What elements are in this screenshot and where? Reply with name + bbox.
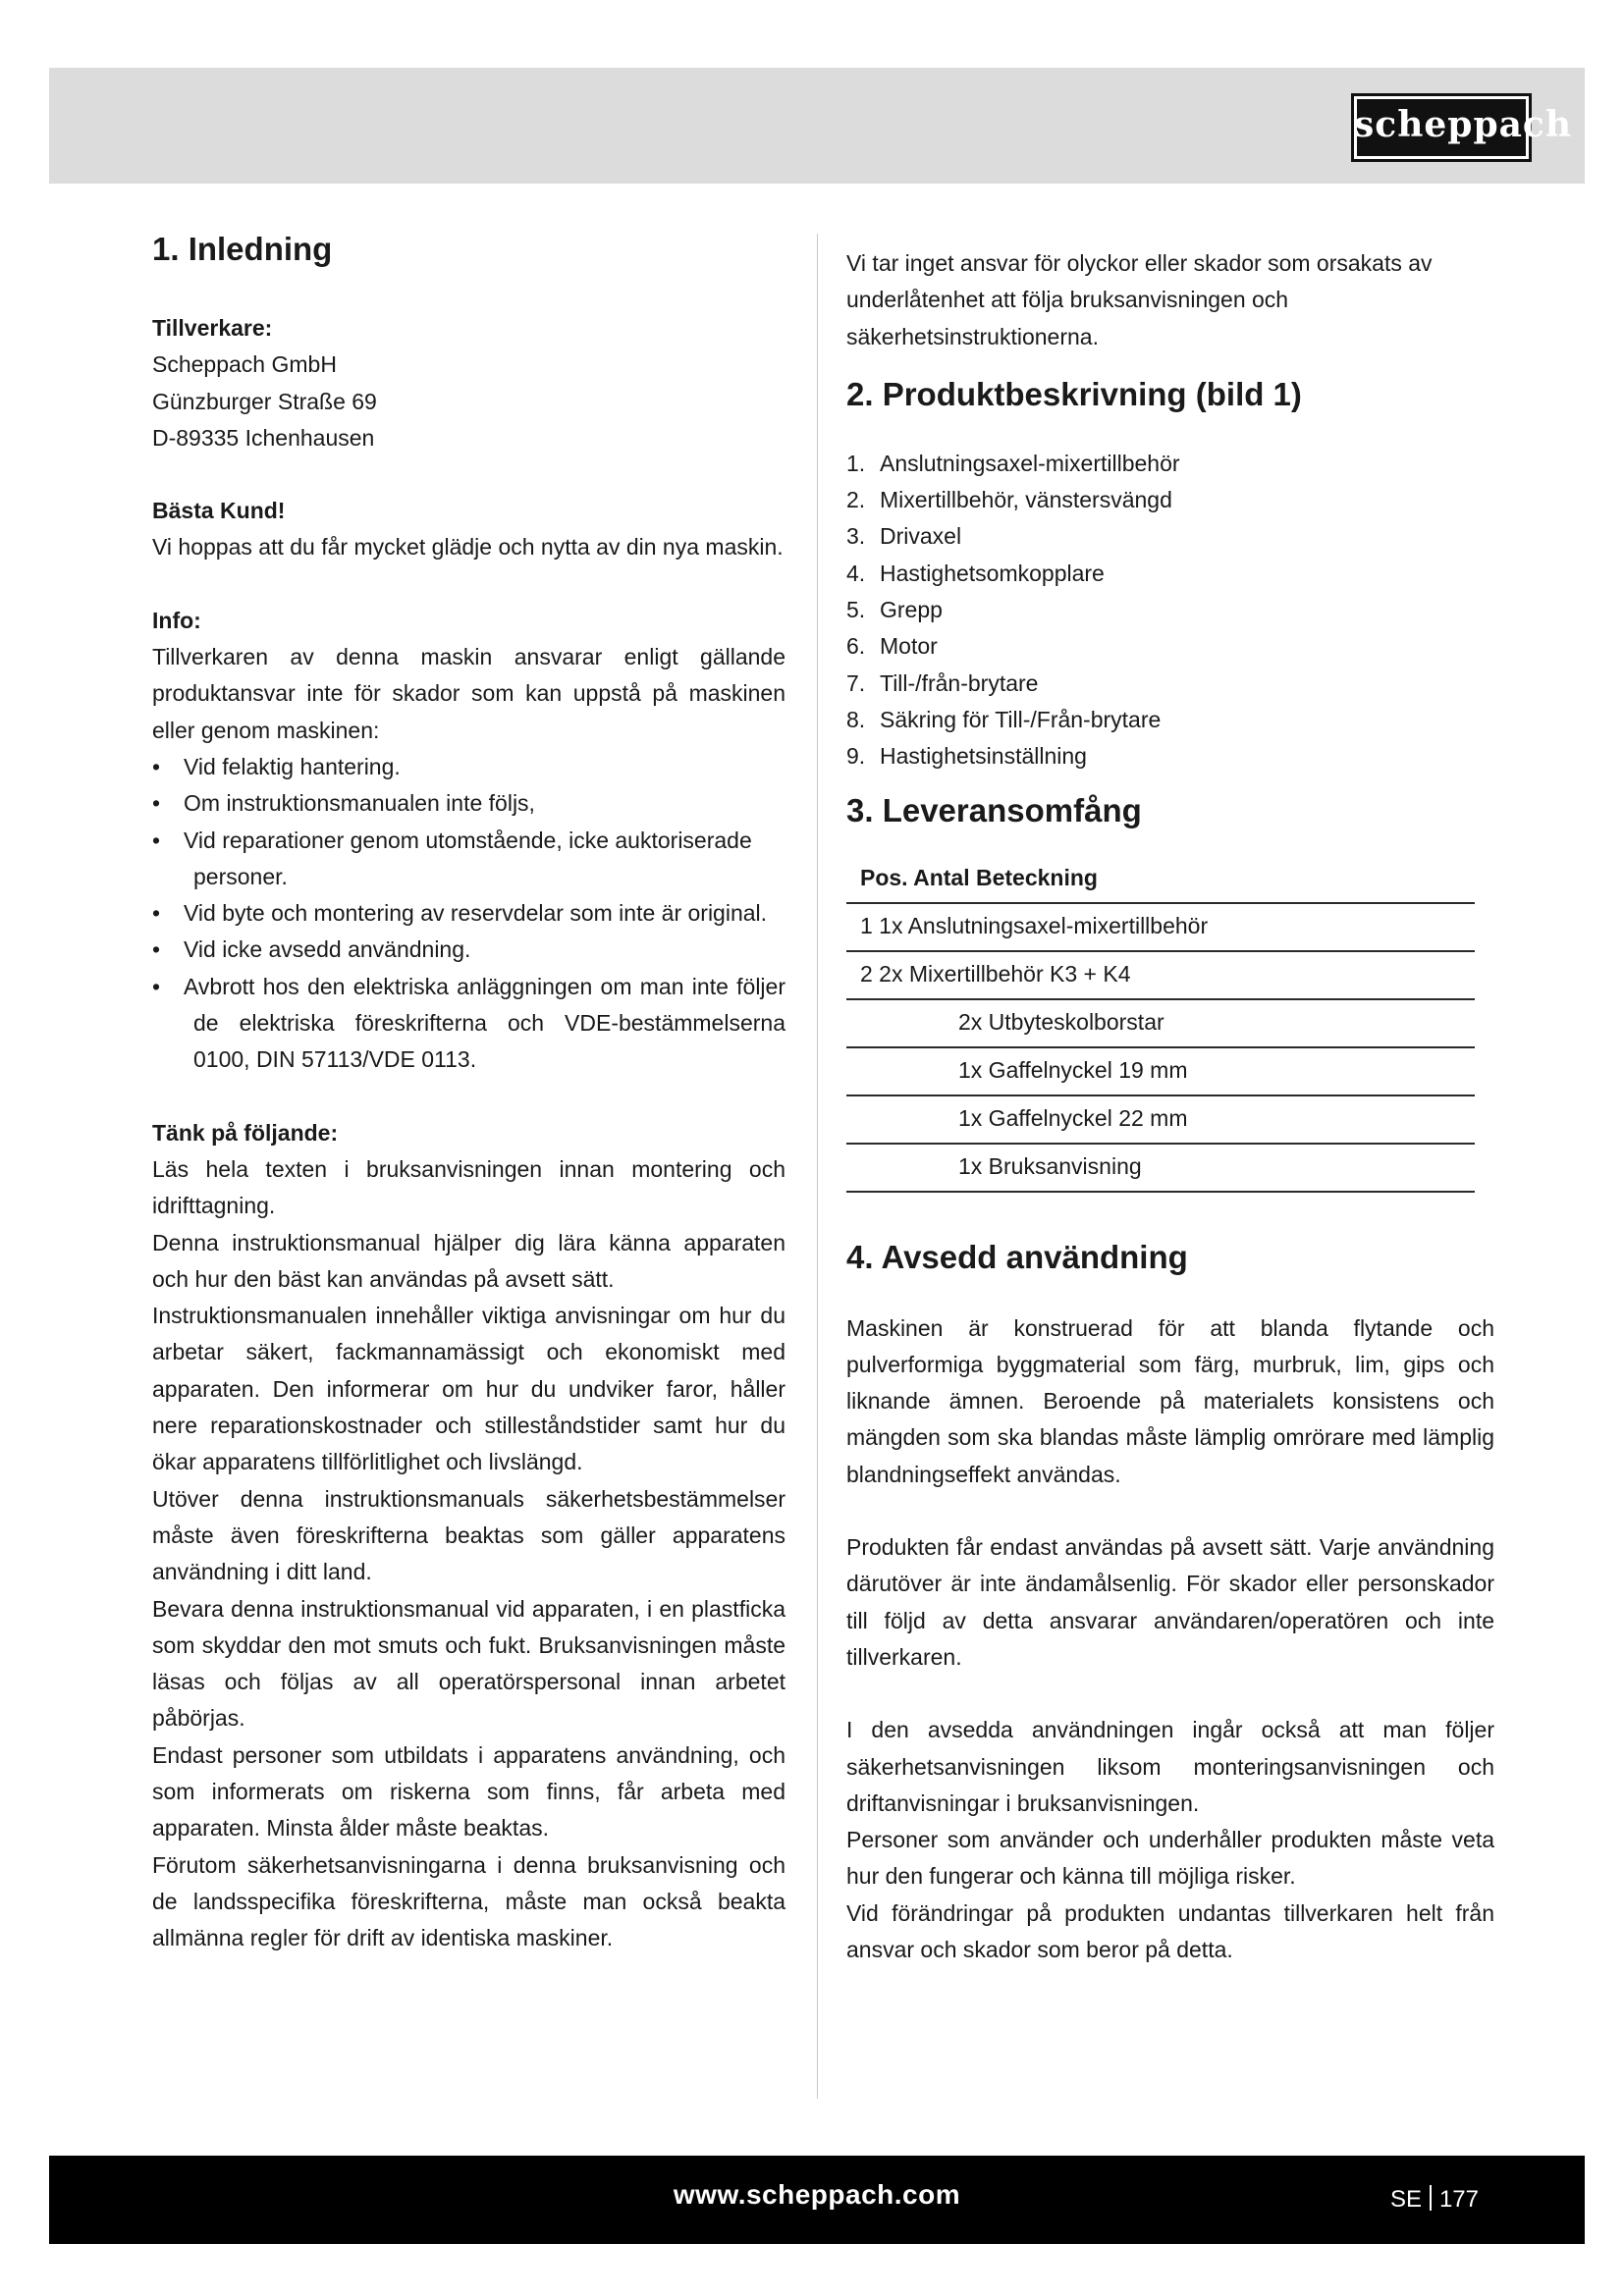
page-separator [1430,2185,1432,2211]
info-label: Info: [152,607,201,633]
dear-customer-label: Bästa Kund! [152,498,286,524]
consider-paragraph: Instruktionsmanualen innehåller viktiga anvisningar om hur du arbetar säkert, fackmannamässigt och ekonomiskt med apparaten. Den informerar om hur du undviker faror, håller nere reparationskostnader och stilleståndstider samt hur du ökar apparatens tillförlitlighet och livslängd. [152,1303,785,1475]
table-row: 1x Gaffelnyckel 19 mm [846,1047,1475,1095]
consider-label: Tänk på följande: [152,1119,339,1146]
table-row: 1x Bruksanvisning [846,1144,1475,1192]
disclaimer-text: Vi tar inget ansvar för olyckor eller skador som orsakats av underlåtenhet att följa bruksanvisningen och säkerhetsinstruktionerna. [846,250,1433,349]
list-item: 2. Mixertillbehör, vänstersvängd [846,487,1172,513]
language-code: SE [1389,2186,1422,2213]
footer-band [49,2156,1585,2244]
dear-customer-text: Vi hoppas att du får mycket glädje och nytta av din nya maskin. [152,534,784,561]
list-item: • Vid reparationer genom utomstående, icke auktoriserade personer. [152,827,752,889]
table-row: 2x Utbyteskolborstar [846,999,1475,1047]
list-item: 3. Drivaxel [846,523,962,550]
list-item: 7. Till-/från-brytare [846,669,1039,696]
list-item: 4. Hastighetsomkopplare [846,560,1105,586]
list-item: • Avbrott hos den elektriska anläggningen om man inte följer de elektriska föreskrifterna och VDE-bestämmelserna 0100, DIN 57113/VDE 0113. [152,973,785,1073]
intended-use-paragraph: I den avsedda användningen ingår också att man följer säkerhetsanvisningen liksom monteringsanvisningen och driftanvisningar i bruksanvisningen. [846,1717,1494,1816]
section-4-title: 4. Avsedd användning [846,1238,1188,1275]
list-item: • Vid byte och montering av reservdelar som inte är original. [152,900,768,927]
page-number-value: 177 [1438,2186,1479,2213]
column-divider [817,234,818,2099]
table-row: 1 1x Anslutningsaxel-mixertillbehör [846,903,1475,951]
list-item: 8. Säkring för Till-/Från-brytare [846,706,1162,732]
liability-list [152,749,785,1079]
consider-paragraph: Denna instruktionsmanual hjälper dig lära känna apparaten och hur den bäst kan användas på avsett sätt. [152,1229,785,1292]
consider-paragraph: Bevara denna instruktionsmanual vid apparaten, i en plastficka som skyddar den mot smuts och fukt. Bruksanvisningen måste läsas och följas av all operatörspersonal innan arbetet påbörjas. [152,1595,785,1732]
consider-paragraph: Förutom säkerhetsanvisningarna i denna bruksanvisning och de landsspecifika föreskrifterna, måste man också beakta allmänna regler för drift av identiska maskiner. [152,1851,785,1951]
intended-use-paragraph: Produkten får endast användas på avsett sätt. Varje användning därutöver är inte ändamålsenlig. För skador eller personskador till följd av detta ansvarar användaren/operatören och inte tillverkaren. [846,1534,1494,1670]
table-row: 2 2x Mixertillbehör K3 + K4 [846,951,1475,999]
list-item: • Vid icke avsedd användning. [152,936,471,963]
consider-paragraph: Endast personer som utbildats i apparatens användning, och som informerats om riskerna som finns, får arbeta med apparaten. Minsta ålder måste beaktas. [152,1741,785,1842]
consider-paragraph: Utöver denna instruktionsmanuals säkerhetsbestämmelser måste även föreskrifterna beaktas som gäller apparatens användning i ditt land. [152,1485,785,1585]
manufacturer-label: Tillverkare: [152,315,273,341]
intended-use-paragraph: Vid förändringar på produkten undantas tillverkaren helt från ansvar och skador som beror på detta. [846,1899,1494,1963]
info-text: Tillverkaren av denna maskin ansvarar enligt gällande produktansvar inte för skador som kan uppstå på maskinen eller genom maskinen: [152,644,785,743]
table-row: 1x Gaffelnyckel 22 mm [846,1095,1475,1144]
consider-paragraph: Läs hela texten i bruksanvisningen innan montering och idrifttagning. [152,1155,785,1219]
section-2-title: 2. Produktbeskrivning (bild 1) [846,375,1302,412]
list-item: 6. Motor [846,633,938,660]
list-item: 9. Hastighetsinställning [846,743,1087,770]
manufacturer-street: Günzburger Straße 69 [152,388,377,414]
list-item: • Vid felaktig hantering. [152,753,401,779]
website-link[interactable]: www.scheppach.com [673,2179,961,2210]
intended-use-paragraph: Maskinen är konstruerad för att blanda flytande och pulverformiga byggmaterial som färg, murbruk, lim, gips och liknande ämnen. Beroende på materialets konsistens och mängden som ska blandas måste lämplig omrörare med lämplig blandningseffekt användas. [846,1314,1494,1487]
table-header-row: Pos. Antal Beteckning [846,856,1475,903]
scheppach-logo: scheppach [1351,93,1532,162]
manufacturer-name: Scheppach GmbH [152,351,337,378]
list-item: 5. Grepp [846,597,943,623]
intended-use-paragraph: Personer som använder och underhåller produkten måste veta hur den fungerar och känna till möjliga risker. [846,1827,1494,1890]
left-column [152,228,785,1956]
section-1-title: 1. Inledning [152,231,333,267]
section-3-title: 3. Leveransomfång [846,791,1142,828]
manufacturer-city: D-89335 Ichenhausen [152,424,375,451]
page-number [1390,2185,1479,2214]
header-band [49,68,1585,184]
right-column [846,245,1494,1968]
list-item: • Om instruktionsmanualen inte följs, [152,790,535,817]
list-item: 1. Anslutningsaxel-mixertillbehör [846,450,1180,476]
delivery-scope-table [846,856,1475,1193]
parts-list [846,446,1494,775]
